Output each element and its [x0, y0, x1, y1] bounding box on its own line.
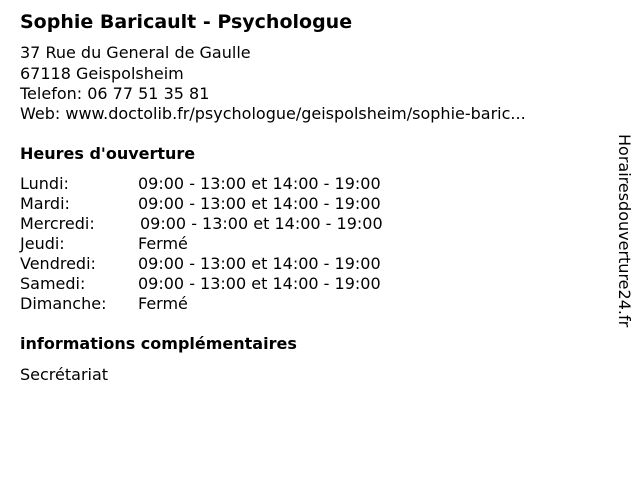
- time-value: 09:00 - 13:00 et 14:00 - 19:00: [138, 194, 381, 213]
- info-text: Secrétariat: [20, 365, 109, 384]
- time-value: Fermé: [138, 294, 188, 313]
- hours-heading: Heures d'ouverture: [20, 144, 196, 163]
- time-value: 09:00 - 13:00 et 14:00 - 19:00: [138, 254, 381, 273]
- website-link[interactable]: Web: www.doctolib.fr/psychologue/geispolsheim/sophie-baric...: [20, 104, 526, 123]
- info-heading: informations complémentaires: [20, 334, 297, 353]
- phone-number[interactable]: Telefon: 06 77 51 35 81: [20, 84, 210, 103]
- day-label: Lundi:: [20, 174, 69, 193]
- day-label: Jeudi:: [20, 234, 65, 253]
- day-label: Dimanche:: [20, 294, 107, 313]
- page-title: Sophie Baricault - Psychologue: [20, 11, 353, 33]
- address-city: 67118 Geispolsheim: [20, 64, 184, 83]
- time-value: 09:00 - 13:00 et 14:00 - 19:00: [138, 174, 381, 193]
- day-label: Vendredi:: [20, 254, 96, 273]
- day-label: Mardi:: [20, 194, 70, 213]
- time-value: 09:00 - 13:00 et 14:00 - 19:00: [138, 274, 381, 293]
- day-label: Samedi:: [20, 274, 86, 293]
- address-street: 37 Rue du General de Gaulle: [20, 43, 251, 62]
- time-value: 09:00 - 13:00 et 14:00 - 19:00: [140, 214, 383, 233]
- site-watermark: Horairesdouverture24.fr: [615, 134, 634, 328]
- time-value: Fermé: [138, 234, 188, 253]
- day-label: Mercredi:: [20, 214, 95, 233]
